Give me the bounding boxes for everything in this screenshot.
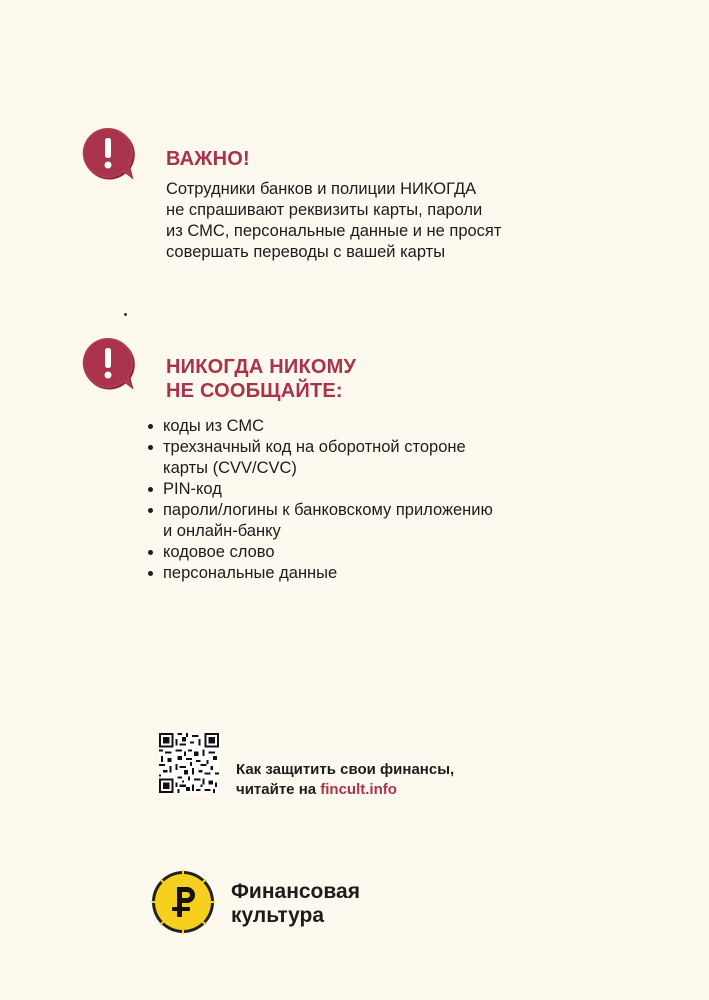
important-title: ВАЖНО! (166, 148, 250, 170)
list-item-text: персональные данные (163, 564, 338, 582)
fincult-link[interactable]: fincult.info (320, 781, 397, 798)
logo-text-line: Финансовая (231, 880, 360, 903)
list-item (146, 416, 493, 437)
list-item (146, 437, 493, 479)
list-item-text: карты (CVV/CVC) (163, 459, 297, 477)
qr-caption-prefix: читайте на (236, 781, 321, 798)
exclamation-speech-bubble-icon (80, 125, 136, 181)
important-text (166, 179, 501, 263)
important-text-line: не спрашивают реквизиты карты, пароли (166, 201, 483, 219)
never-tell-title-line: НЕ СООБЩАЙТЕ: (166, 380, 343, 402)
never-tell-title-line: НИКОГДА НИКОМУ (166, 356, 357, 378)
list-item-text: кодовое слово (163, 543, 275, 561)
speck (124, 313, 127, 316)
list-item (146, 563, 493, 584)
qr-code-icon[interactable] (159, 733, 219, 793)
exclamation-speech-bubble-icon (80, 335, 136, 391)
list-item (146, 542, 493, 563)
logo-text (231, 880, 360, 928)
list-item-text: PIN-код (163, 480, 222, 498)
list-item-text: коды из СМС (163, 417, 265, 435)
list-item (146, 479, 493, 500)
list-item-text: пароли/логины к банковскому приложению (163, 501, 493, 519)
ruble-coin-icon (151, 870, 215, 934)
important-text-line: Сотрудники банков и полиции НИКОГДА (166, 180, 477, 198)
qr-caption-line (236, 780, 454, 800)
list-item-text: трехзначный код на оборотной стороне (163, 438, 466, 456)
list-item (146, 500, 493, 542)
never-tell-title (166, 355, 356, 403)
qr-caption (236, 760, 454, 800)
list-item-text: и онлайн-банку (163, 522, 281, 540)
never-tell-list (146, 416, 493, 584)
qr-caption-line: Как защитить свои финансы, (236, 761, 455, 778)
important-text-line: совершать переводы с вашей карты (166, 243, 446, 261)
important-text-line: из СМС, персональные данные и не просят (166, 222, 502, 240)
logo-text-line: культура (231, 904, 325, 927)
